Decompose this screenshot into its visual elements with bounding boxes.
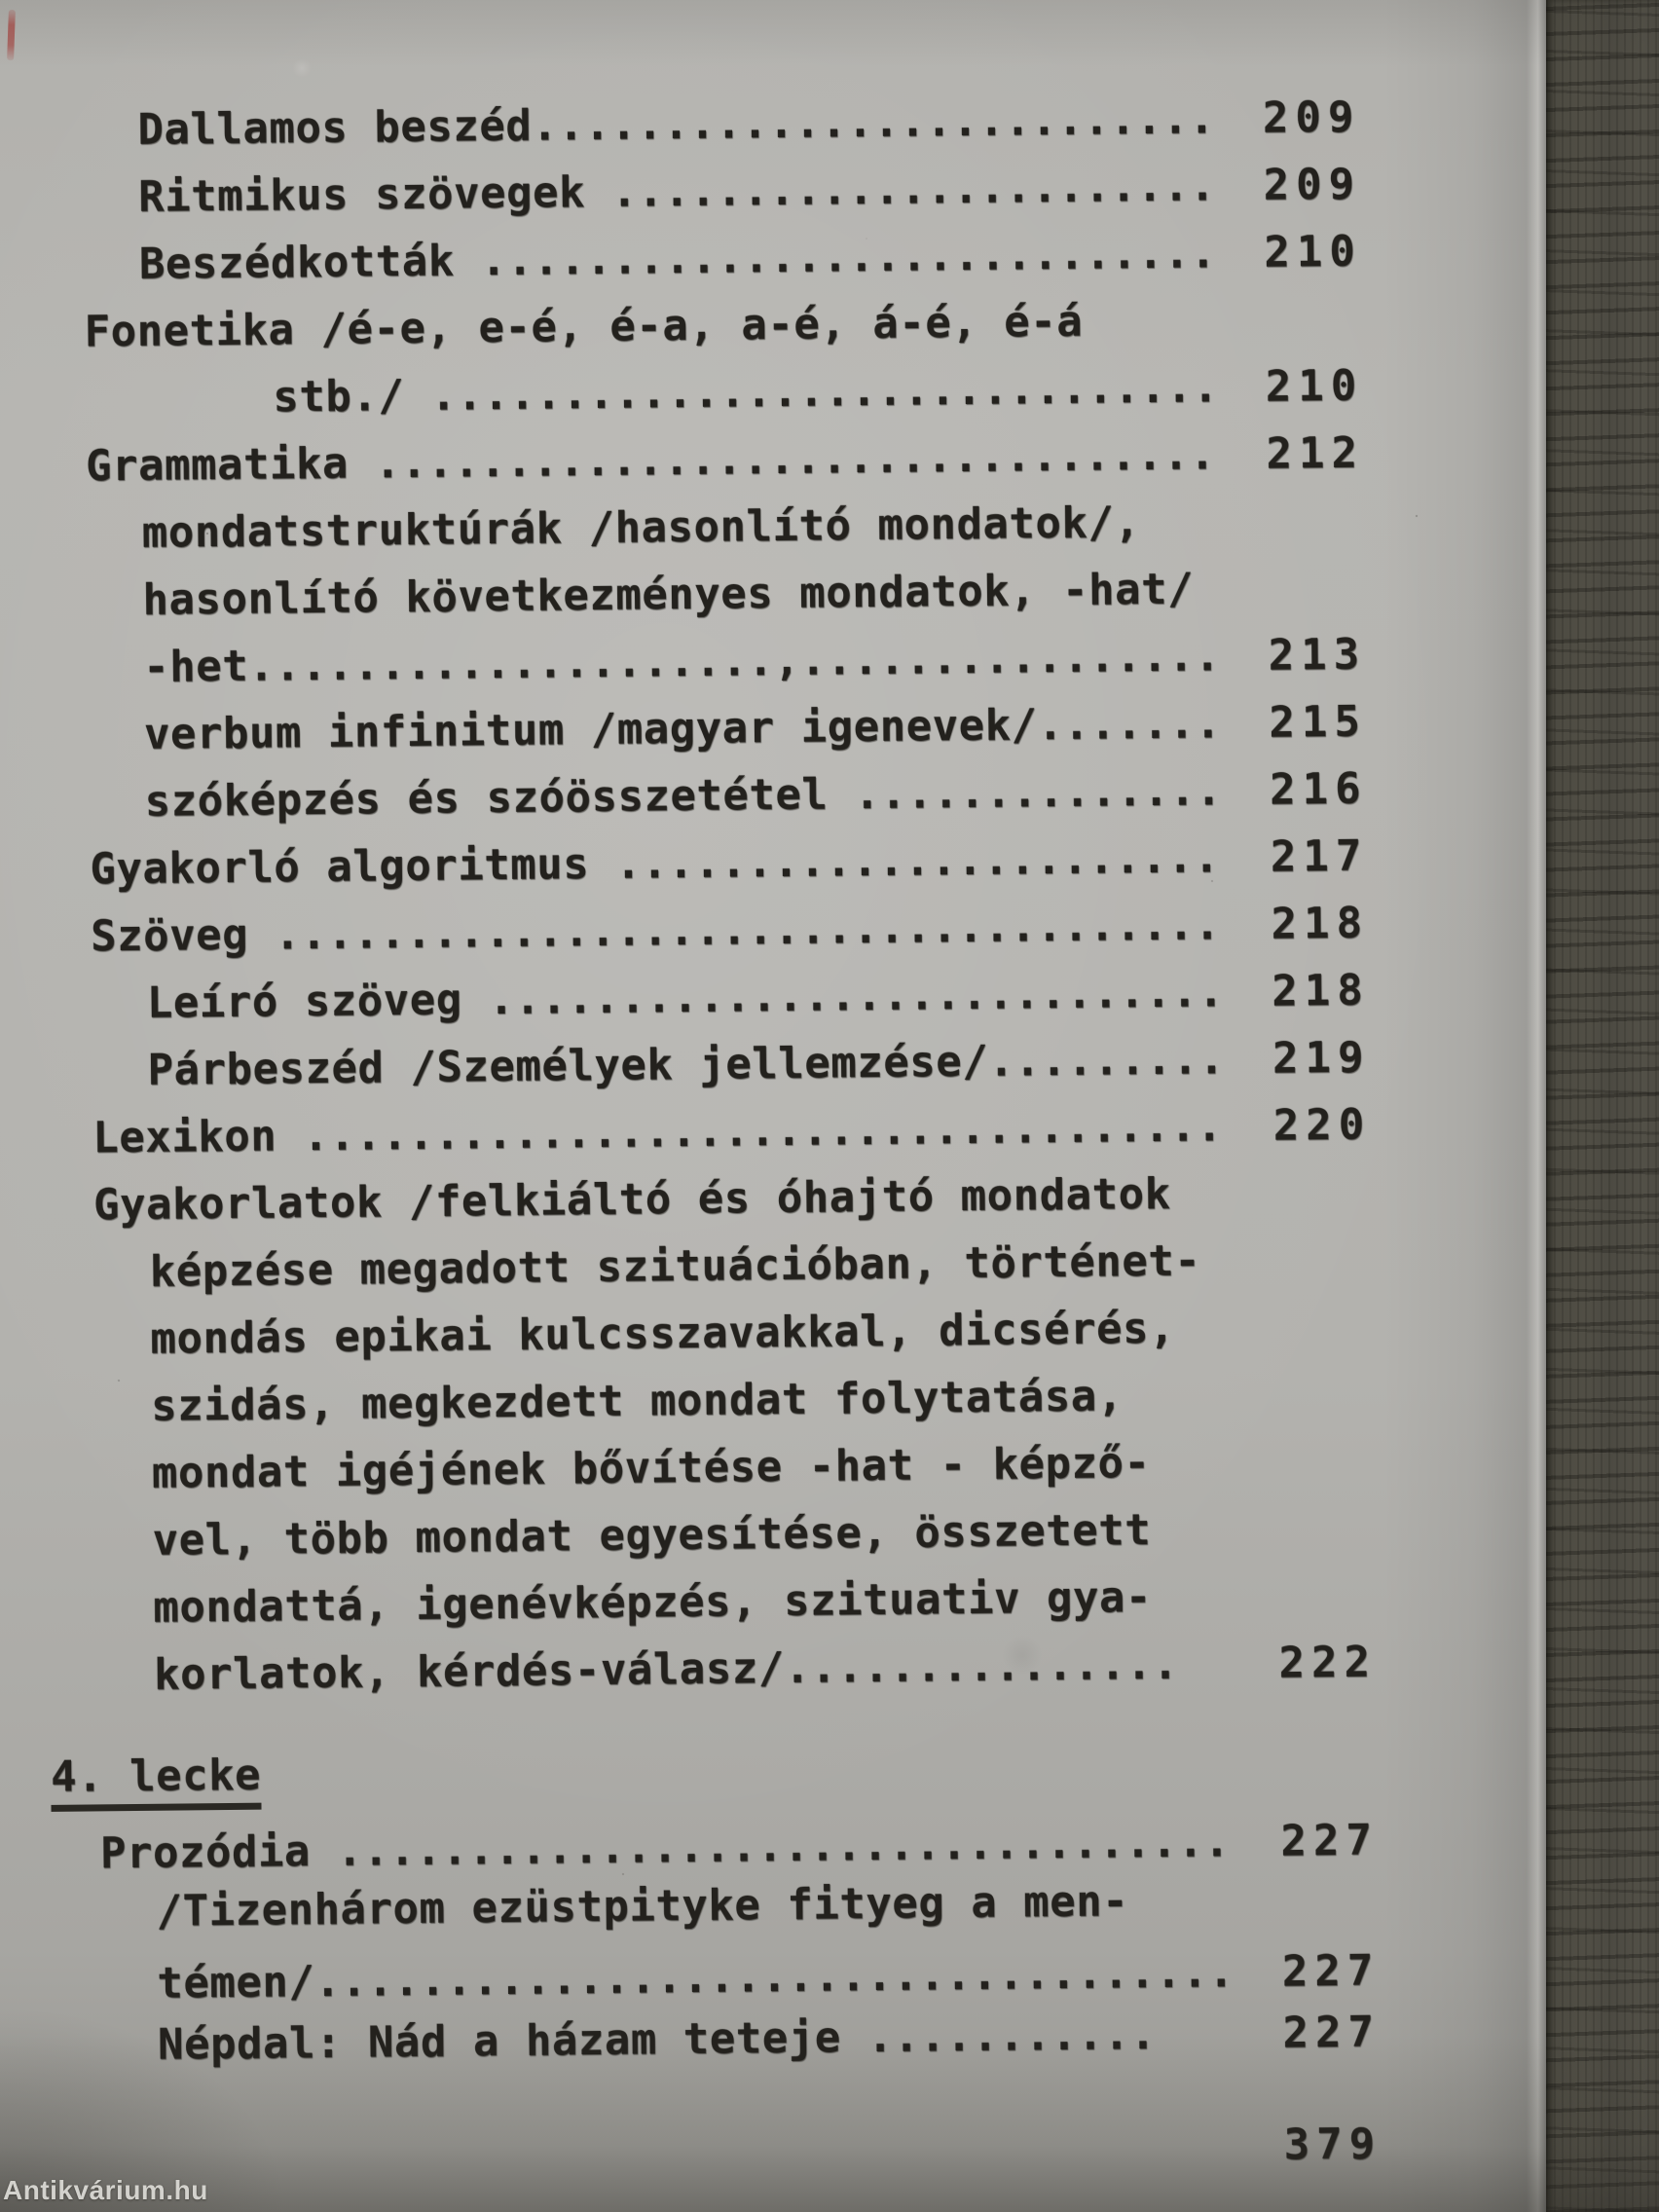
toc-entry-text: /Tizenhárom ezüstpityke fityeg a men- (156, 1875, 1129, 1936)
toc-rows (0, 81, 1556, 2080)
toc-entry-page-number: 213 (1268, 629, 1367, 681)
toc-entry-text: Gyakorló algoritmus ....................... (90, 831, 1221, 894)
toc-entry-text: Lexikon ................................... (92, 1100, 1224, 1162)
toc-entry-page-number: 218 (1272, 965, 1371, 1016)
toc-entry-text: Fonetika /é-e, e-é, é-a, a-é, á-é, é-á (84, 296, 1084, 356)
toc-entry-text: témen/................................... (157, 1946, 1235, 2009)
toc-entry-text: Népdal: Nád a házam teteje ........... (157, 2009, 1157, 2070)
toc-entry-text: Prozódia .................................. (99, 1816, 1231, 1878)
toc-entry-text: hasonlító következményes mondatok, -hat/ (142, 564, 1195, 625)
toc-entry-text: korlatok, kérdés-válasz/............... (153, 1639, 1179, 1700)
toc-entry-text: mondattá, igenévképzés, szituativ gya- (153, 1571, 1153, 1633)
toc-entry-page-number: 209 (1262, 92, 1361, 143)
toc-entry-page-number: 215 (1269, 696, 1368, 748)
toc-entry-text: Párbeszéd /Személyek jellemzése/......... (147, 1033, 1226, 1095)
toc-entry (7, 1732, 1554, 1816)
toc-entry-text: vel, több mondat egyesítése, összetett (152, 1504, 1152, 1566)
toc-entry-page-number: 220 (1272, 1099, 1372, 1151)
toc-entry-text: mondat igéjének bővítése -hat - képző- (151, 1437, 1151, 1498)
toc-entry-page-number: 227 (1281, 1945, 1381, 1997)
watermark: Antikvárium.hu (3, 2175, 208, 2205)
folio-row (11, 2108, 1558, 2192)
toc-entry-page-number: 209 (1263, 159, 1362, 210)
toc-entry-text: -het....................,................ (142, 630, 1222, 692)
toc-entry-page-number: 227 (1282, 2007, 1382, 2058)
toc-entry-text: mondatstruktúrák /hasonlító mondatok/, (141, 497, 1141, 558)
toc-entry-page-number: 216 (1269, 763, 1368, 815)
toc-entry-page-number: 218 (1271, 898, 1370, 949)
toc-entry-text: Ritmikus szövegek ....................... (137, 160, 1216, 222)
toc-entry-text: szidás, megkezdett mondat folytatása, (150, 1370, 1124, 1431)
toc-entry-text: stb./ .............................. (273, 361, 1220, 422)
toc-entry-text: szóképzés és szóösszetétel .............. (144, 764, 1223, 827)
toc-entry-text: Beszédkották ............................ (138, 227, 1217, 289)
toc-entry-text: Dallamos beszéd.......................... (137, 92, 1216, 155)
toc-entry-text: képzése megadott szituációban, történet- (149, 1235, 1201, 1297)
toc-entry-page-number: 210 (1264, 226, 1363, 277)
toc-entry-text: Leíró szöveg ............................ (146, 966, 1225, 1028)
toc-entry-text: Gyakorlatok /felkiáltó és óhajtó mondatok (92, 1168, 1171, 1230)
toc-entry-text: mondás epikai kulcsszavakkal, dicsérés, (150, 1303, 1176, 1364)
toc-entry-page-number: 217 (1270, 830, 1369, 882)
book-edge-background-strip (1546, 0, 1659, 2212)
toc-entry-text: Szöveg .................................... (90, 899, 1221, 961)
toc-entry-text: Grammatika ................................ (85, 428, 1216, 491)
toc-entry-page-number: 212 (1266, 427, 1365, 479)
toc-entry-page-number: 222 (1278, 1637, 1378, 1688)
toc-entry-text: verbum infinitum /magyar igenevek/....... (143, 697, 1222, 759)
toc-entry-page-number: 227 (1280, 1815, 1380, 1866)
toc-entry-page-number: 219 (1272, 1032, 1371, 1084)
toc-entry-page-number: 210 (1265, 360, 1364, 412)
footer-page-number: 379 (1283, 2119, 1382, 2170)
toc-entry-text: 4. lecke (51, 1750, 262, 1811)
